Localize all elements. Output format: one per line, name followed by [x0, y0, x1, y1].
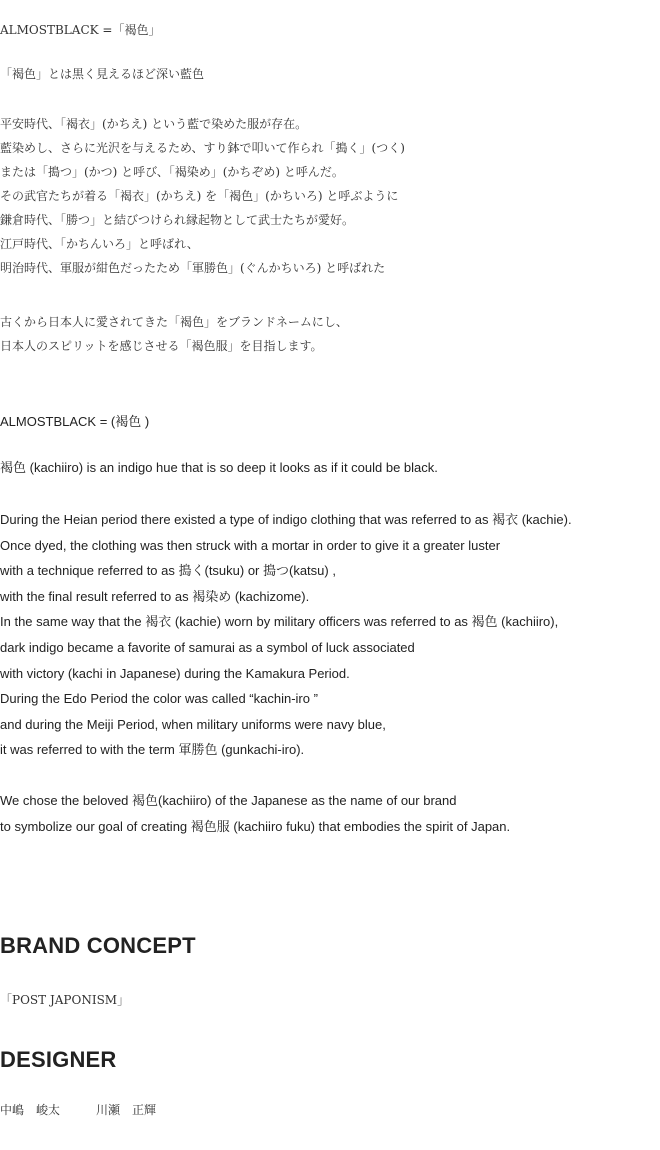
jp-mission-line: 日本人のスピリットを感じさせる「褐色服」を目指します。: [0, 339, 323, 353]
en-history-line: with the final result referred to as 褐染め (kachizome).: [0, 588, 310, 604]
jp-history-line: 平安時代、「褐衣」(かちえ) という藍で染めた服が存在。: [0, 117, 308, 131]
en-mission-line: We chose the beloved 褐色(kachiiro) of the Japanese as the name of our brand: [0, 793, 457, 808]
jp-history-line: その武官たちが着る「褐衣」(かちえ) を「褐色」(かちいろ) と呼ぶように: [0, 189, 399, 203]
en-mission: [0, 788, 510, 839]
designer-names: 中嶋 峻太 川瀬 正輝: [0, 1103, 157, 1117]
en-history-line: dark indigo became a favorite of samurai as a symbol of luck associated: [0, 639, 415, 655]
brand-concept-heading: BRAND CONCEPT: [0, 933, 196, 958]
jp-history-line: 藍染めし、さらに光沢を与えるため、すり鉢で叩いて作られ「搗く」(つく): [0, 141, 405, 155]
designer-heading: DESIGNER: [0, 1047, 117, 1072]
en-title: ALMOSTBLACK = (褐色 ): [0, 414, 150, 429]
en-history: [0, 507, 572, 763]
jp-intro: 「褐色」とは黒く見えるほど深い藍色: [0, 67, 205, 81]
jp-mission-line: 古くから日本人に愛されてきた「褐色」をブランドネームにし、: [0, 315, 348, 329]
en-history-line: Once dyed, the clothing was then struck with a mortar in order to give it a greater luster: [0, 537, 501, 553]
en-intro: 褐色 (kachiiro) is an indigo hue that is so deep it looks as if it could be black.: [0, 460, 438, 475]
jp-mission: [0, 310, 348, 358]
en-history-line: and during the Meiji Period, when military uniforms were navy blue,: [0, 716, 386, 732]
jp-history-line: 江戸時代、「かちんいろ」と呼ばれ、: [0, 237, 199, 251]
en-history-line: with victory (kachi in Japanese) during the Kamakura Period.: [0, 665, 350, 681]
jp-title: ALMOSTBLACK =「褐色」: [0, 23, 161, 37]
brand-concept-value: 「POST JAPONISM」: [0, 993, 130, 1007]
en-history-line: with a technique referred to as 搗く(tsuku) or 搗つ(katsu) ,: [0, 563, 336, 579]
jp-history-line: 鎌倉時代、「勝つ」と結びつけられ縁起物として武士たちが愛好。: [0, 213, 355, 227]
jp-history-line: 明治時代、軍服が紺色だったため「軍勝色」(ぐんかちいろ) と呼ばれた: [0, 261, 386, 275]
en-mission-line: to symbolize our goal of creating 褐色服 (kachiiro fuku) that embodies the spirit of Japan.: [0, 818, 511, 834]
en-history-line: During the Heian period there existed a type of indigo clothing that was referred to as 褐衣 (kachie).: [0, 512, 572, 527]
en-history-line: During the Edo Period the color was called “kachin-iro ”: [0, 691, 318, 707]
en-history-line: In the same way that the 褐衣 (kachie) worn by military officers was referred to as 褐色 (kachiiro),: [0, 614, 559, 630]
en-history-line: it was referred to with the term 軍勝色 (gunkachi-iro).: [0, 742, 305, 758]
jp-history-line: または「搗つ」(かつ) と呼び、「褐染め」(かちぞめ) と呼んだ。: [0, 165, 344, 179]
jp-history: [0, 112, 405, 280]
